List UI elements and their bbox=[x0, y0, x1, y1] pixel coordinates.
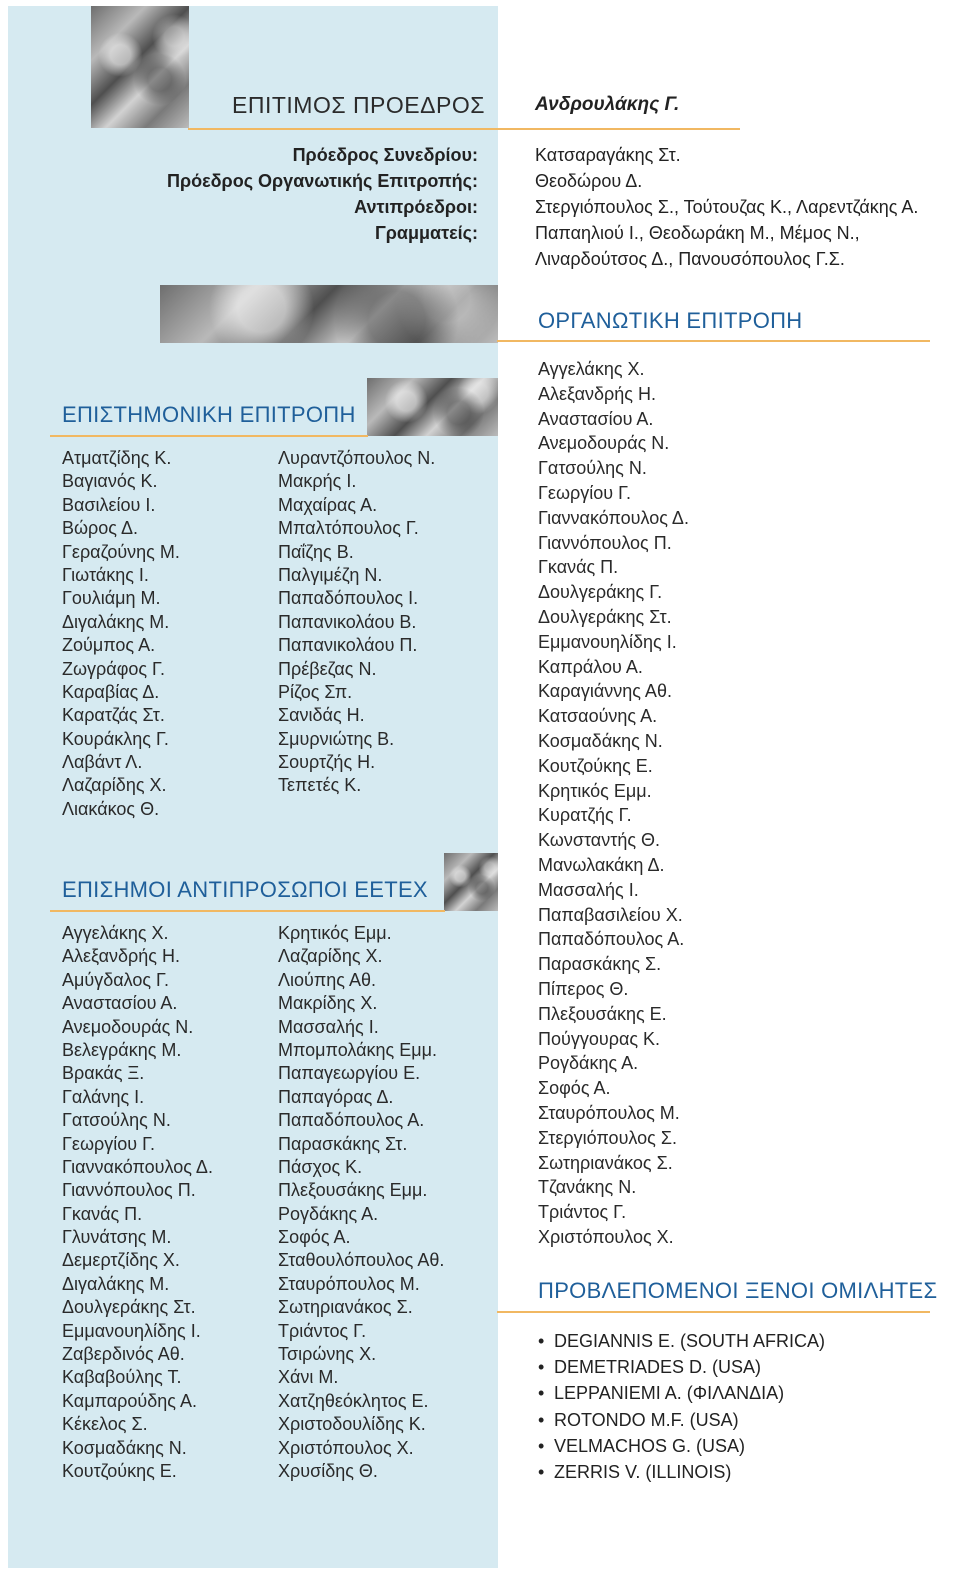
organizing-members-list bbox=[538, 357, 689, 1250]
official-member: Γαλάνης Ι. bbox=[62, 1086, 145, 1107]
scientific-member: Καραβίας Δ. bbox=[62, 681, 160, 702]
organizing-member: Αναστασίου Α. bbox=[538, 408, 654, 429]
organizing-member: Κυρατζής Γ. bbox=[538, 805, 632, 826]
scientific-member: Γουλιάμη Μ. bbox=[62, 588, 161, 609]
scientific-rule bbox=[50, 435, 368, 437]
organizing-heading: ΟΡΓΑΝΩΤΙΚΗ ΕΠΙΤΡΟΠΗ bbox=[538, 308, 803, 333]
official-member: Γεωργίου Γ. bbox=[62, 1133, 156, 1154]
official-heading-photo bbox=[444, 853, 498, 911]
official-member: Δεμερτζίδης Χ. bbox=[62, 1250, 180, 1271]
official-member: Σταυρόπουλος Μ. bbox=[278, 1273, 420, 1294]
scientific-member: Βασιλείου Ι. bbox=[62, 494, 156, 515]
official-member: Διγαλάκης Μ. bbox=[62, 1273, 170, 1294]
honorary-heading: ΕΠΙΤΙΜΟΣ ΠΡΟΕΔΡΟΣ bbox=[232, 92, 485, 118]
organizing-member: Πούγγουρας Κ. bbox=[538, 1028, 661, 1049]
speaker-name: LEPPANIEMI A. (ΦΙΛΑΝΔΙΑ) bbox=[554, 1383, 785, 1404]
official-column-2 bbox=[278, 922, 444, 1483]
official-member: Μακρίδης Χ. bbox=[278, 993, 378, 1014]
scientific-member: Μπαλτόπουλος Γ. bbox=[278, 518, 419, 539]
scientific-member: Σανιδάς Η. bbox=[278, 705, 365, 726]
bullet-icon: • bbox=[538, 1409, 545, 1430]
scientific-member: Ζωγράφος Γ. bbox=[62, 658, 165, 679]
speaker-name: DEMETRIADES D. (USA) bbox=[554, 1357, 762, 1378]
organizing-member: Κρητικός Εμμ. bbox=[538, 780, 652, 801]
official-member: Αλεξανδρής Η. bbox=[62, 946, 180, 967]
official-member: Παπαγόρας Δ. bbox=[278, 1086, 394, 1107]
official-heading: ΕΠΙΣΗΜΟΙ ΑΝΤΙΠΡΟΣΩΠΟΙ ΕΕΤΕΧ bbox=[62, 877, 428, 902]
organizing-member: Κοσμαδάκης Ν. bbox=[538, 730, 663, 751]
scientific-member: Ζούμπος Α. bbox=[62, 635, 156, 656]
bullet-icon: • bbox=[538, 1331, 545, 1351]
scientific-column-2 bbox=[278, 447, 435, 798]
scientific-member: Ρίζος Σπ. bbox=[278, 681, 353, 702]
organizing-member: Ρογδάκης Α. bbox=[538, 1053, 639, 1074]
role-labels bbox=[167, 142, 478, 246]
speaker-name: ROTONDO M.F. (USA) bbox=[554, 1409, 739, 1430]
scientific-member: Παΐζης Β. bbox=[278, 541, 354, 562]
official-member: Σοφός Α. bbox=[278, 1227, 351, 1248]
speaker-item bbox=[538, 1380, 825, 1406]
scientific-member: Πρέβεζας Ν. bbox=[278, 658, 377, 679]
scientific-column-1 bbox=[62, 447, 180, 821]
official-member: Χατζηθεόκλητος Ε. bbox=[278, 1390, 429, 1411]
official-member: Δουλγεράκης Στ. bbox=[62, 1297, 196, 1318]
official-member: Κουτζούκης Ε. bbox=[62, 1460, 177, 1481]
organizing-rule bbox=[497, 340, 930, 342]
scientific-member: Λυραντζόπουλος Ν. bbox=[278, 448, 436, 468]
role-value: Θεοδώρου Δ. bbox=[535, 171, 643, 191]
speaker-item bbox=[538, 1433, 825, 1459]
speakers-rule bbox=[497, 1311, 930, 1313]
honorary-rule bbox=[188, 128, 740, 130]
scientific-member: Παπανικολάου Π. bbox=[278, 635, 418, 656]
speaker-item bbox=[538, 1354, 825, 1380]
official-rule bbox=[50, 910, 445, 912]
official-member: Χάνι Μ. bbox=[278, 1367, 339, 1388]
organizing-member: Τζανάκης Ν. bbox=[538, 1177, 637, 1198]
organizing-member: Γκανάς Π. bbox=[538, 557, 619, 578]
organizing-member: Χριστόπουλος Χ. bbox=[538, 1226, 674, 1247]
scientific-member: Τεπετές Κ. bbox=[278, 775, 362, 796]
organizing-member: Δουλγεράκης Γ. bbox=[538, 582, 663, 603]
speaker-name: VELMACHOS G. (USA) bbox=[554, 1435, 746, 1456]
organizing-member: Καραγιάννης Αθ. bbox=[538, 681, 672, 702]
official-member: Αγγελάκης Χ. bbox=[62, 923, 169, 943]
official-member: Σταθουλόπουλος Αθ. bbox=[278, 1250, 445, 1271]
organizing-member: Τριάντος Γ. bbox=[538, 1202, 627, 1223]
official-member: Χριστόπουλος Χ. bbox=[278, 1437, 414, 1458]
official-member: Πλεξουσάκης Εμμ. bbox=[278, 1180, 428, 1201]
organizing-member: Αλεξανδρής Η. bbox=[538, 383, 656, 404]
speaker-item bbox=[538, 1407, 825, 1433]
official-member: Κοσμαδάκης Ν. bbox=[62, 1437, 187, 1458]
official-member: Κρητικός Εμμ. bbox=[278, 923, 392, 943]
organizing-member: Σταυρόπουλος Μ. bbox=[538, 1102, 680, 1123]
scientific-member: Ατματζίδης Κ. bbox=[62, 448, 172, 468]
scientific-member: Λαβάντ Λ. bbox=[62, 752, 143, 773]
organizing-member: Αγγελάκης Χ. bbox=[538, 359, 645, 379]
organizing-member: Εμμανουηλίδης Ι. bbox=[538, 631, 677, 652]
honorary-president-name: Ανδρουλάκης Γ. bbox=[535, 94, 680, 115]
role-values bbox=[535, 142, 918, 272]
speaker-name: ZERRIS V. (ILLINOIS) bbox=[554, 1461, 732, 1482]
role-label: Γραμματείς: bbox=[374, 223, 478, 243]
scientific-member: Γιωτάκης Ι. bbox=[62, 564, 149, 585]
role-value: Λιναρδούτσος Δ., Πανουσόπουλος Γ.Σ. bbox=[535, 249, 845, 269]
organizing-member: Παπαβασιλείου Χ. bbox=[538, 904, 683, 925]
official-member: Μπομπολάκης Εμμ. bbox=[278, 1039, 437, 1060]
scientific-member: Παπανικολάου Β. bbox=[278, 611, 417, 632]
scientific-member: Βαγιανός Κ. bbox=[62, 471, 158, 492]
official-member: Καμπαρούδης Α. bbox=[62, 1390, 197, 1411]
speaker-name: DEGIANNIS E. (SOUTH AFRICA) bbox=[554, 1331, 826, 1351]
official-member: Ζαβερδινός Αθ. bbox=[62, 1344, 185, 1365]
bullet-icon: • bbox=[538, 1383, 545, 1404]
scientific-member: Παπαδόπουλος Ι. bbox=[278, 588, 419, 609]
scientific-member: Λαζαρίδης Χ. bbox=[62, 775, 167, 796]
official-member: Ανεμοδουράς Ν. bbox=[62, 1016, 194, 1037]
official-member: Χριστοδουλίδης Κ. bbox=[278, 1414, 426, 1435]
organizing-member: Κουτζούκης Ε. bbox=[538, 755, 653, 776]
scientific-member: Μαχαίρας Α. bbox=[278, 494, 378, 515]
organizing-member: Σοφός Α. bbox=[538, 1078, 611, 1099]
bullet-icon: • bbox=[538, 1461, 545, 1482]
official-member: Παπαγεωργίου Ε. bbox=[278, 1063, 421, 1084]
official-member: Σωτηριανάκος Σ. bbox=[278, 1297, 413, 1318]
middle-banner-photo bbox=[160, 285, 498, 343]
official-member: Τσιρώνης Χ. bbox=[278, 1344, 377, 1365]
official-member: Πάσχος Κ. bbox=[278, 1156, 363, 1177]
scientific-member: Σουρτζής Η. bbox=[278, 752, 376, 773]
role-label: Πρόεδρος Συνεδρίου: bbox=[292, 145, 478, 165]
speaker-item bbox=[538, 1459, 825, 1485]
official-member: Λαζαρίδης Χ. bbox=[278, 946, 383, 967]
official-member: Γατσούλης Ν. bbox=[62, 1110, 171, 1131]
role-label: Αντιπρόεδροι: bbox=[354, 197, 478, 217]
organizing-member: Μανωλακάκη Δ. bbox=[538, 854, 665, 875]
official-member: Χρυσίδης Θ. bbox=[278, 1460, 378, 1481]
organizing-member: Καπράλου Α. bbox=[538, 656, 643, 677]
organizing-member: Μασσαλής Ι. bbox=[538, 879, 639, 900]
official-member: Παπαδόπουλος Α. bbox=[278, 1110, 425, 1131]
scientific-member: Καρατζάς Στ. bbox=[62, 705, 165, 726]
role-value: Παπαηλιού Ι., Θεοδωράκη Μ., Μέμος Ν., bbox=[535, 223, 860, 243]
speaker-item bbox=[538, 1328, 825, 1354]
official-member: Ρογδάκης Α. bbox=[278, 1203, 379, 1224]
official-column-1 bbox=[62, 922, 213, 1483]
official-member: Εμμανουηλίδης Ι. bbox=[62, 1320, 201, 1341]
speakers-list bbox=[538, 1328, 825, 1485]
role-label: Πρόεδρος Οργανωτικής Επιτροπής: bbox=[166, 171, 478, 191]
organizing-member: Στεργιόπουλος Σ. bbox=[538, 1127, 677, 1148]
organizing-member: Σωτηριανάκος Σ. bbox=[538, 1152, 673, 1173]
official-member: Αναστασίου Α. bbox=[62, 993, 178, 1014]
official-member: Γλυνάτσης Μ. bbox=[62, 1227, 172, 1248]
scientific-member: Γεραζούνης Μ. bbox=[62, 541, 180, 562]
organizing-member: Γιαννόπουλος Π. bbox=[538, 532, 672, 553]
scientific-member: Διγαλάκης Μ. bbox=[62, 611, 170, 632]
official-member: Μασσαλής Ι. bbox=[278, 1016, 379, 1037]
bullet-icon: • bbox=[538, 1357, 545, 1378]
organizing-member: Δουλγεράκης Στ. bbox=[538, 606, 672, 627]
official-member: Κέκελος Σ. bbox=[62, 1414, 148, 1435]
organizing-member: Κατσαούνης Α. bbox=[538, 706, 658, 727]
bullet-icon: • bbox=[538, 1435, 545, 1456]
official-member: Γιαννόπουλος Π. bbox=[62, 1180, 196, 1201]
organizing-member: Κωνσταντής Θ. bbox=[538, 830, 661, 851]
official-member: Γκανάς Π. bbox=[62, 1203, 143, 1224]
role-value: Κατσαραγάκης Στ. bbox=[535, 145, 681, 165]
official-member: Βελεγράκης Μ. bbox=[62, 1039, 182, 1060]
official-member: Γιαννακόπουλος Δ. bbox=[62, 1156, 213, 1177]
scientific-member: Μακρής Ι. bbox=[278, 471, 357, 492]
organizing-member: Παπαδόπουλος Α. bbox=[538, 929, 685, 950]
official-member: Τριάντος Γ. bbox=[278, 1320, 367, 1341]
speakers-heading: ΠΡΟΒΛΕΠΟΜΕΝΟΙ ΞΕΝΟΙ ΟΜΙΛΗΤΕΣ bbox=[538, 1278, 938, 1303]
official-member: Λιούπης Αθ. bbox=[278, 969, 377, 990]
organizing-member: Γιαννακόπουλος Δ. bbox=[538, 507, 689, 528]
organizing-member: Ανεμοδουράς Ν. bbox=[538, 433, 670, 454]
scientific-member: Κουράκλης Γ. bbox=[62, 728, 169, 749]
organizing-member: Γεωργίου Γ. bbox=[538, 482, 632, 503]
scientific-member: Παλγιμέζη Ν. bbox=[278, 564, 383, 585]
organizing-member: Πλεξουσάκης Ε. bbox=[538, 1003, 667, 1024]
scientific-member: Λιακάκος Θ. bbox=[62, 798, 160, 819]
official-member: Βρακάς Ξ. bbox=[62, 1063, 145, 1084]
scientific-heading-photo bbox=[367, 378, 498, 436]
organizing-member: Παρασκάκης Σ. bbox=[538, 954, 662, 975]
official-member: Καβαβούλης Τ. bbox=[62, 1367, 182, 1388]
official-member: Παρασκάκης Στ. bbox=[278, 1133, 408, 1154]
role-value: Στεργιόπουλος Σ., Τούτουζας Κ., Λαρεντζάκης Α. bbox=[535, 197, 919, 217]
scientific-heading: ΕΠΙΣΤΗΜΟΝΙΚΗ ΕΠΙΤΡΟΠΗ bbox=[62, 402, 356, 427]
top-left-photo bbox=[91, 6, 189, 128]
organizing-member: Πίπερος Θ. bbox=[538, 978, 629, 999]
scientific-member: Βώρος Δ. bbox=[62, 518, 139, 539]
organizing-member: Γατσούλης Ν. bbox=[538, 458, 647, 479]
official-member: Αμύγδαλος Γ. bbox=[62, 969, 169, 990]
scientific-member: Σμυρνιώτης Β. bbox=[278, 728, 395, 749]
